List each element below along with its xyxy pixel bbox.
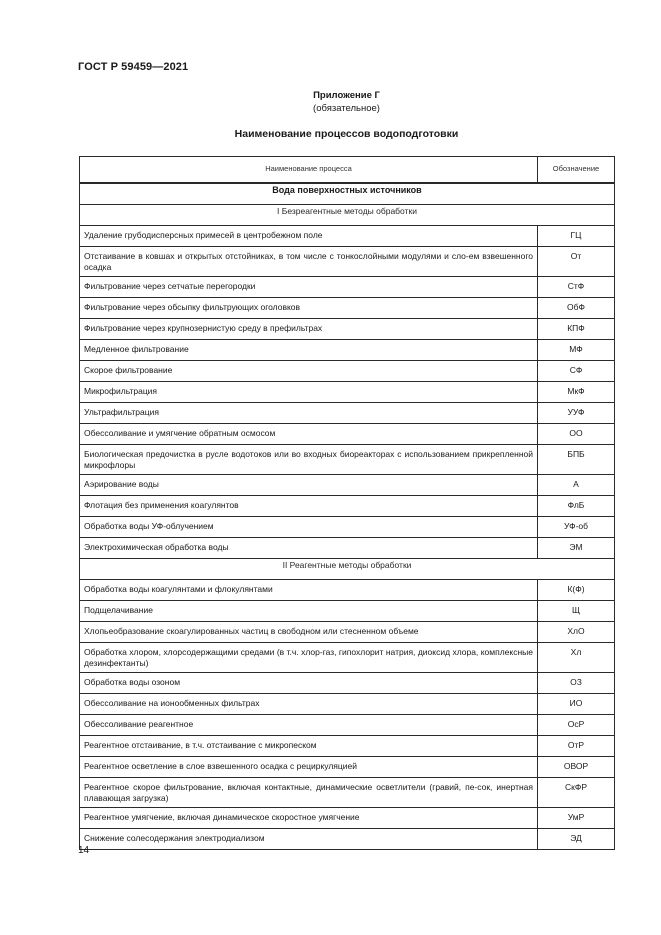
table-row (80, 319, 615, 340)
process-code: К(Ф) (538, 580, 615, 601)
process-name: Подщелачивание (80, 601, 538, 622)
process-name: Аэрирование воды (80, 475, 538, 496)
table-row (80, 580, 615, 601)
process-code: ЭД (538, 829, 615, 850)
section-title: Вода поверхностных источников (80, 183, 615, 205)
table-row (80, 382, 615, 403)
process-name: Обессоливание на ионообменных фильтрах (80, 694, 538, 715)
process-name: Электрохимическая обработка воды (80, 538, 538, 559)
process-code: ФлБ (538, 496, 615, 517)
group-title: II Реагентные методы обработки (80, 559, 615, 580)
group-row (80, 205, 615, 226)
page-heading: Наименование процессов водоподготовки (234, 128, 459, 140)
process-code: Щ (538, 601, 615, 622)
table-row (80, 277, 615, 298)
process-name: Отстаивание в ковшах и открытых отстойниках, в том числе с тонкослойными модулями и сло-ем взвешенного осадка (80, 247, 538, 277)
column-header-code: Обозначение (538, 157, 615, 184)
table-row (80, 226, 615, 247)
page-number: 14 (78, 845, 90, 856)
process-code: ХлО (538, 622, 615, 643)
process-name: Ультрафильтрация (80, 403, 538, 424)
table-row (80, 808, 615, 829)
process-code: Хл (538, 643, 615, 673)
process-code: От (538, 247, 615, 277)
process-code: БПБ (538, 445, 615, 475)
process-name: Биологическая предочистка в русле водотоков или во входных биореакторах с использованием прикрепленной микрофлоры (80, 445, 538, 475)
process-code: КПФ (538, 319, 615, 340)
process-name: Флотация без применения коагулянтов (80, 496, 538, 517)
table-body (80, 183, 615, 850)
column-header-name: Наименование процесса (80, 157, 538, 184)
process-name: Фильтрование через сетчатые перегородки (80, 277, 538, 298)
table-row (80, 298, 615, 319)
table-row (80, 538, 615, 559)
table-row (80, 496, 615, 517)
process-name: Микрофильтрация (80, 382, 538, 403)
process-code: СтФ (538, 277, 615, 298)
process-name: Обработка воды озоном (80, 673, 538, 694)
table-row (80, 361, 615, 382)
process-name: Скорое фильтрование (80, 361, 538, 382)
table-row (80, 445, 615, 475)
process-code: ГЦ (538, 226, 615, 247)
process-code: СкФР (538, 778, 615, 808)
process-name: Хлопьеобразование скоагулированных частиц в свободном или стесненном объеме (80, 622, 538, 643)
process-code: СФ (538, 361, 615, 382)
group-title: I Безреагентные методы обработки (80, 205, 615, 226)
table-row (80, 757, 615, 778)
process-code: МкФ (538, 382, 615, 403)
process-name: Медленное фильтрование (80, 340, 538, 361)
process-name: Снижение солесодержания электродиализом (80, 829, 538, 850)
process-code: А (538, 475, 615, 496)
document-code: ГОСТ Р 59459—2021 (78, 61, 189, 73)
section-row (80, 183, 615, 205)
table-row (80, 424, 615, 445)
table-row (80, 475, 615, 496)
annex-status: (обязательное) (313, 103, 380, 114)
process-code: ЭМ (538, 538, 615, 559)
table-header-row (80, 157, 615, 184)
process-code: ОО (538, 424, 615, 445)
table-row (80, 778, 615, 808)
process-name: Обессоливание реагентное (80, 715, 538, 736)
table-row (80, 517, 615, 538)
process-code: ИО (538, 694, 615, 715)
process-name: Обессоливание и умягчение обратным осмосом (80, 424, 538, 445)
process-code: УУФ (538, 403, 615, 424)
process-name: Фильтрование через обсыпку фильтрующих оголовков (80, 298, 538, 319)
process-name: Реагентное отстаивание, в т.ч. отстаивание с микропеском (80, 736, 538, 757)
process-code: ОбФ (538, 298, 615, 319)
table-row (80, 601, 615, 622)
process-code: ОЗ (538, 673, 615, 694)
process-code: ОсР (538, 715, 615, 736)
table-row (80, 736, 615, 757)
table-row (80, 622, 615, 643)
table-row (80, 715, 615, 736)
process-name: Удаление грубодисперсных примесей в центробежном поле (80, 226, 538, 247)
table-row (80, 694, 615, 715)
process-name: Обработка воды УФ-облучением (80, 517, 538, 538)
table-row (80, 829, 615, 850)
process-name: Реагентное умягчение, включая динамическое скоростное умягчение (80, 808, 538, 829)
process-name: Обработка воды коагулянтами и флокулянтами (80, 580, 538, 601)
table-row (80, 340, 615, 361)
process-table (79, 156, 615, 850)
table-row (80, 247, 615, 277)
process-name: Реагентное скорое фильтрование, включая контактные, динамические осветлители (гравий, пе-сок, инертная плавающая загрузка) (80, 778, 538, 808)
process-code: ОВОР (538, 757, 615, 778)
table-row (80, 403, 615, 424)
process-code: УФ-об (538, 517, 615, 538)
process-name: Реагентное осветление в слое взвешенного осадка с рециркуляцией (80, 757, 538, 778)
process-code: УмР (538, 808, 615, 829)
process-name: Фильтрование через крупнозернистую среду в префильтрах (80, 319, 538, 340)
annex-title: Приложение Г (313, 90, 380, 101)
table-row (80, 673, 615, 694)
process-code: МФ (538, 340, 615, 361)
table-row (80, 643, 615, 673)
process-name: Обработка хлором, хлорсодержащими средами (в т.ч. хлор-газ, гипохлорит натрия, диоксид хлора, комплексные дезинфектанты) (80, 643, 538, 673)
process-code: ОтР (538, 736, 615, 757)
group-row (80, 559, 615, 580)
